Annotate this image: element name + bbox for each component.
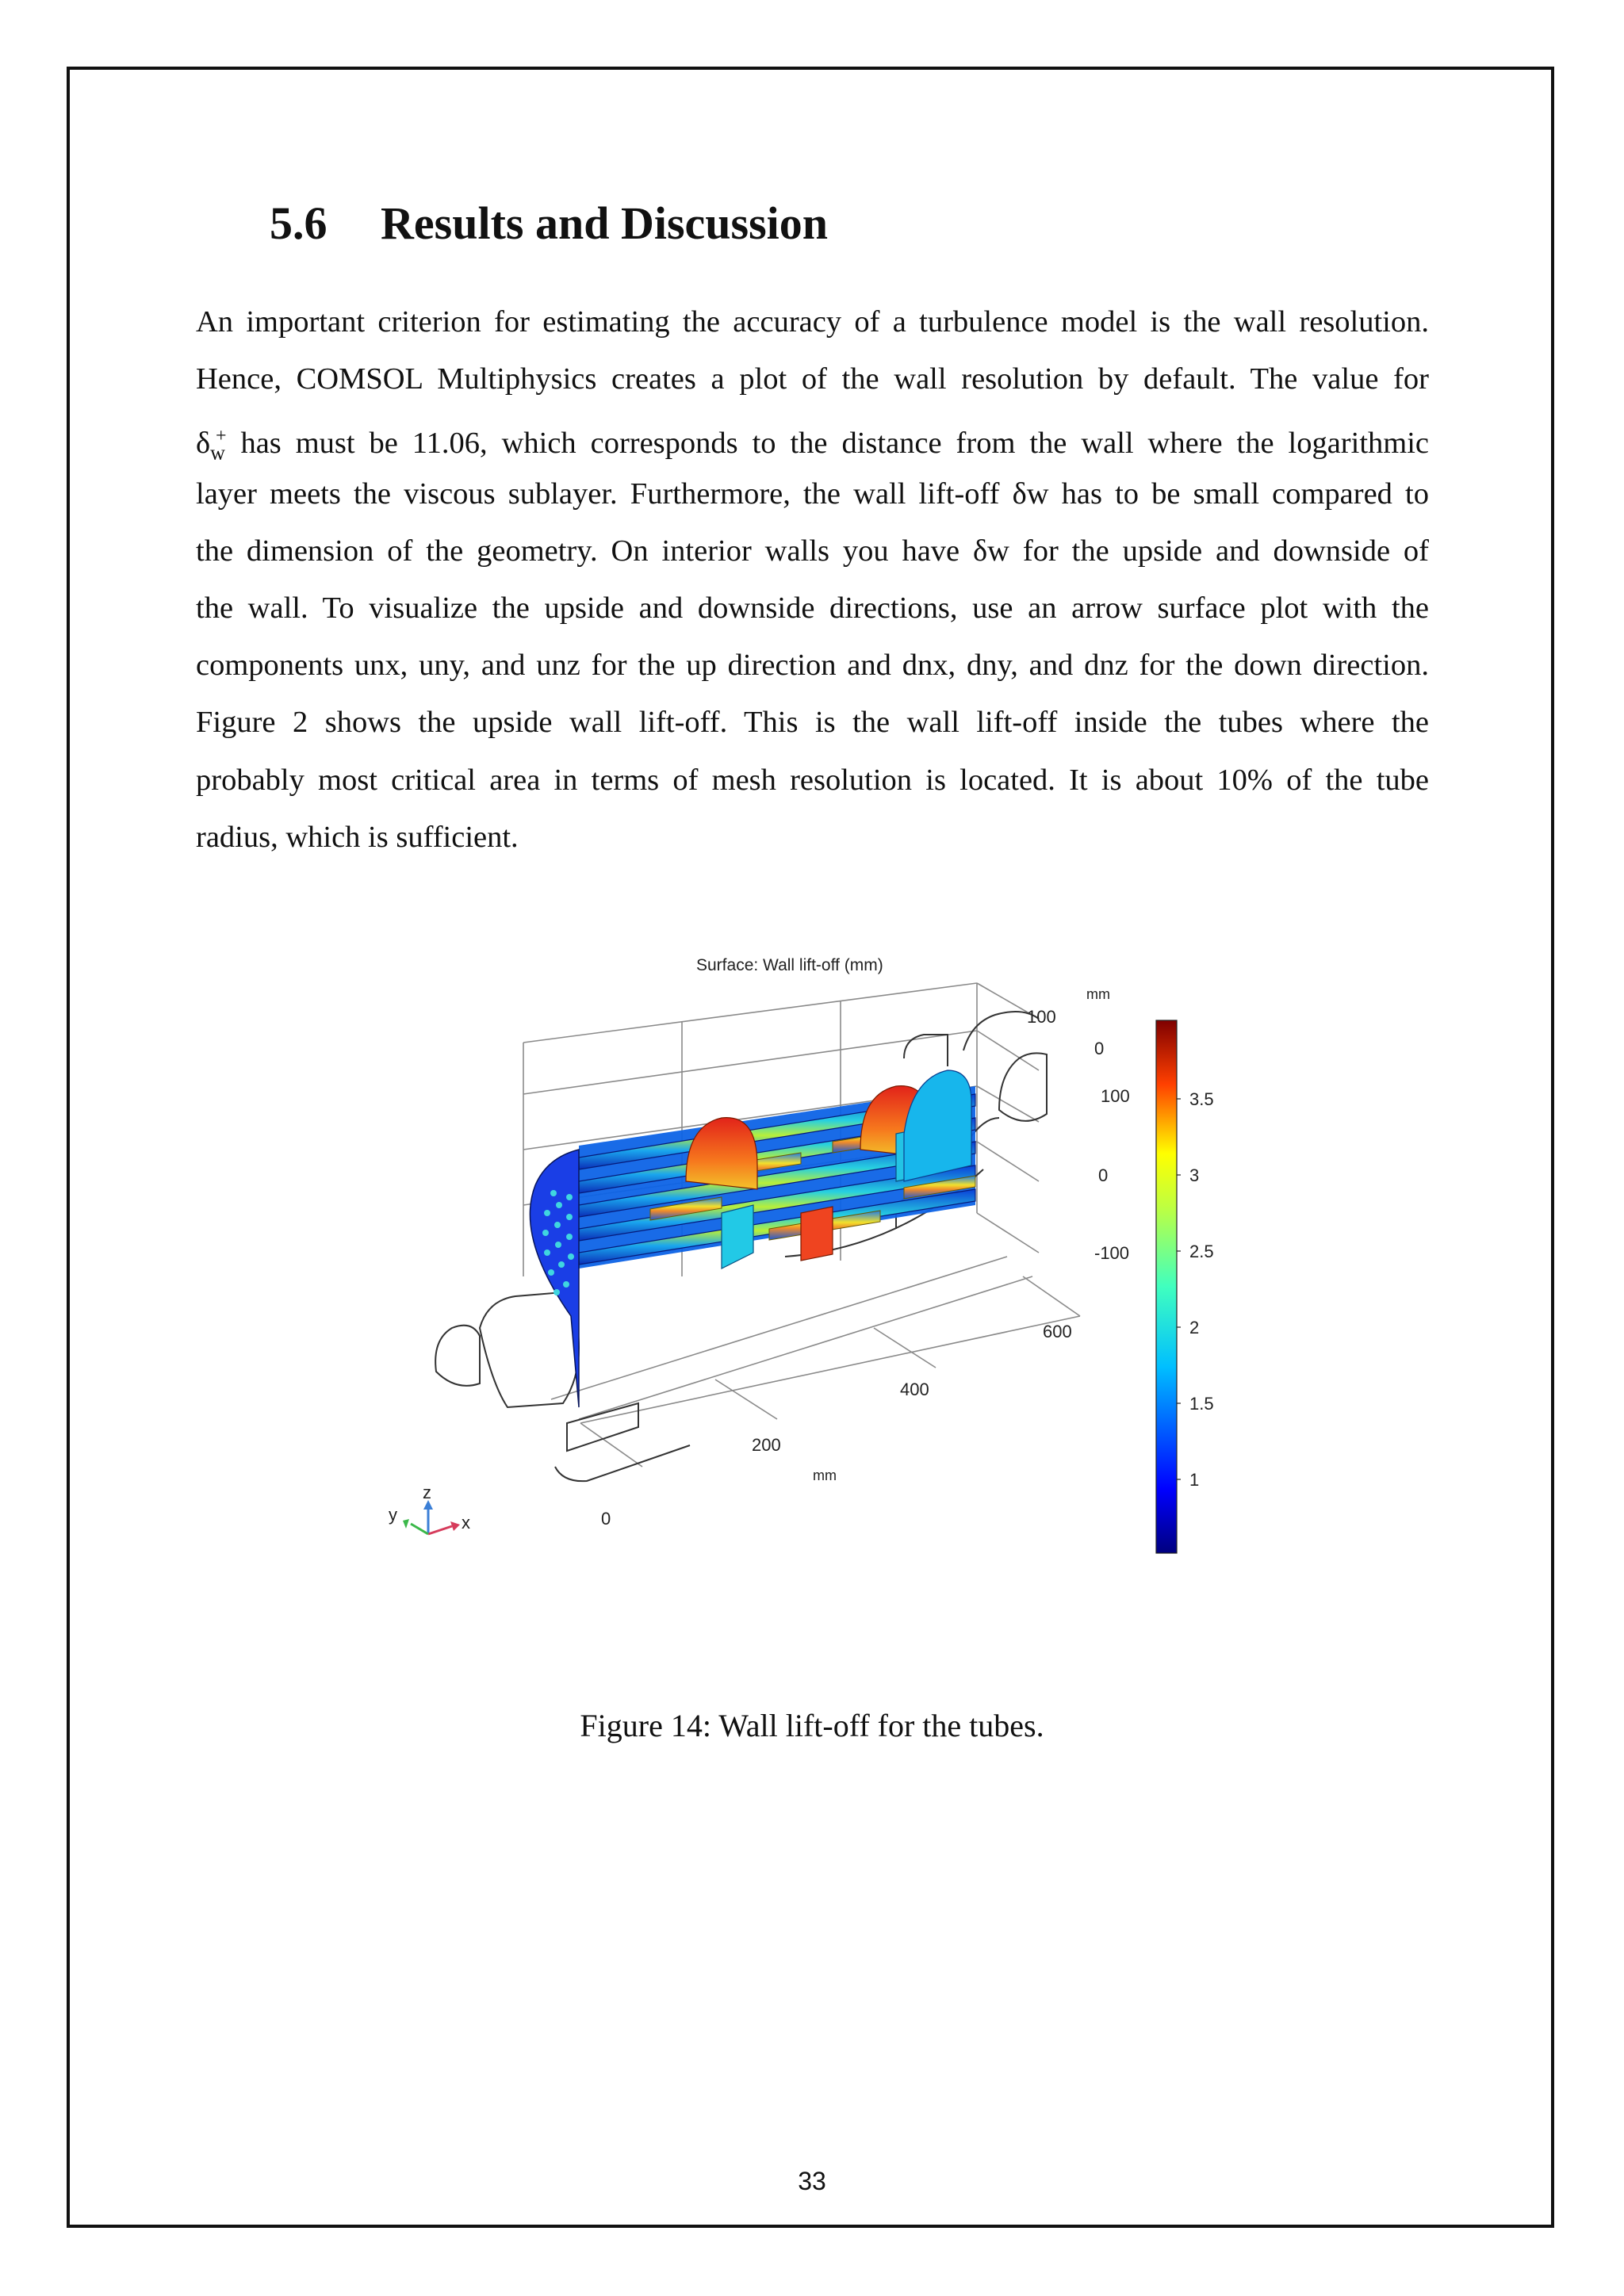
- paragraph-line: Figure 2 shows the upside wall lift-off. This is the wall lift-off inside the tubes where the: [196, 706, 1429, 740]
- axis-triad: [389, 1483, 470, 1534]
- paragraph-line: $\delta_w^+$ has must be 11.06, which corresponds to the distance from the wall where the logarithmic: [196, 426, 1430, 465]
- paragraph-line: the dimension of the geometry. On interior walls you have δw for the upside and downside of: [196, 534, 1429, 568]
- colorbar-tick: 3.5: [1189, 1089, 1214, 1109]
- x-tick: 600: [1043, 1322, 1072, 1341]
- figure-caption: Figure 14: Wall lift-off for the tubes.: [580, 1708, 1044, 1743]
- x-tick: 400: [900, 1380, 929, 1399]
- colorbar-tick: 2.5: [1189, 1242, 1214, 1261]
- paragraph-line: radius, which is sufficient.: [196, 820, 519, 854]
- y-tick: 0: [1098, 1165, 1109, 1185]
- tube-bundle: [579, 1070, 975, 1269]
- y-tick: -100: [1094, 1243, 1130, 1263]
- colorbar-tick: 3: [1189, 1165, 1200, 1185]
- x-tick: 200: [752, 1435, 781, 1455]
- section-heading: [270, 197, 828, 250]
- figure-wall-lift-off: [389, 943, 1285, 1594]
- z-tick: 100: [1027, 1007, 1056, 1027]
- paragraph-line: the wall. To visualize the upside and downside directions, use an arrow surface plot with the: [196, 591, 1429, 625]
- paragraph-line: probably most critical area in terms of mesh resolution is located. It is about 10% of the tube: [196, 763, 1429, 797]
- x-tick: 0: [601, 1509, 611, 1529]
- paragraph-line: Hence, COMSOL Multiphysics creates a plot of the wall resolution by default. The value for: [196, 362, 1429, 396]
- delta-symbol: $\delta_w^+$: [196, 426, 227, 465]
- comsol-plot: [389, 943, 1285, 1594]
- paragraph-line: An important criterion for estimating the accuracy of a turbulence model is the wall resolution.: [196, 305, 1429, 339]
- x-axis-label: x: [462, 1513, 470, 1533]
- z-tick: 0: [1094, 1039, 1105, 1058]
- z-axis-label: z: [423, 1483, 431, 1502]
- section-number: 5.6: [270, 197, 327, 249]
- unit-label-bottom: mm: [813, 1468, 837, 1483]
- colorbar-tick: 2: [1189, 1318, 1200, 1337]
- page-number: 33: [798, 2167, 826, 2195]
- paragraph-line: components unx, uny, and unz for the up direction and dnx, dny, and dnz for the down direction.: [196, 649, 1429, 683]
- unit-label-top: mm: [1086, 986, 1110, 1002]
- front-tube-sheet: [530, 1150, 579, 1407]
- body-paragraph: [196, 293, 1429, 866]
- y-tick: 100: [1101, 1086, 1130, 1106]
- plot-title: Surface: Wall lift-off (mm): [696, 956, 883, 974]
- section-title: Results and Discussion: [381, 197, 829, 249]
- colorbar: [1156, 1020, 1214, 1553]
- colorbar-tick: 1: [1189, 1470, 1200, 1490]
- paragraph-line: layer meets the viscous sublayer. Furthermore, the wall lift-off δw has to be small compared to: [196, 476, 1429, 511]
- colorbar-tick: 1.5: [1189, 1394, 1214, 1414]
- y-axis-label: y: [389, 1505, 397, 1525]
